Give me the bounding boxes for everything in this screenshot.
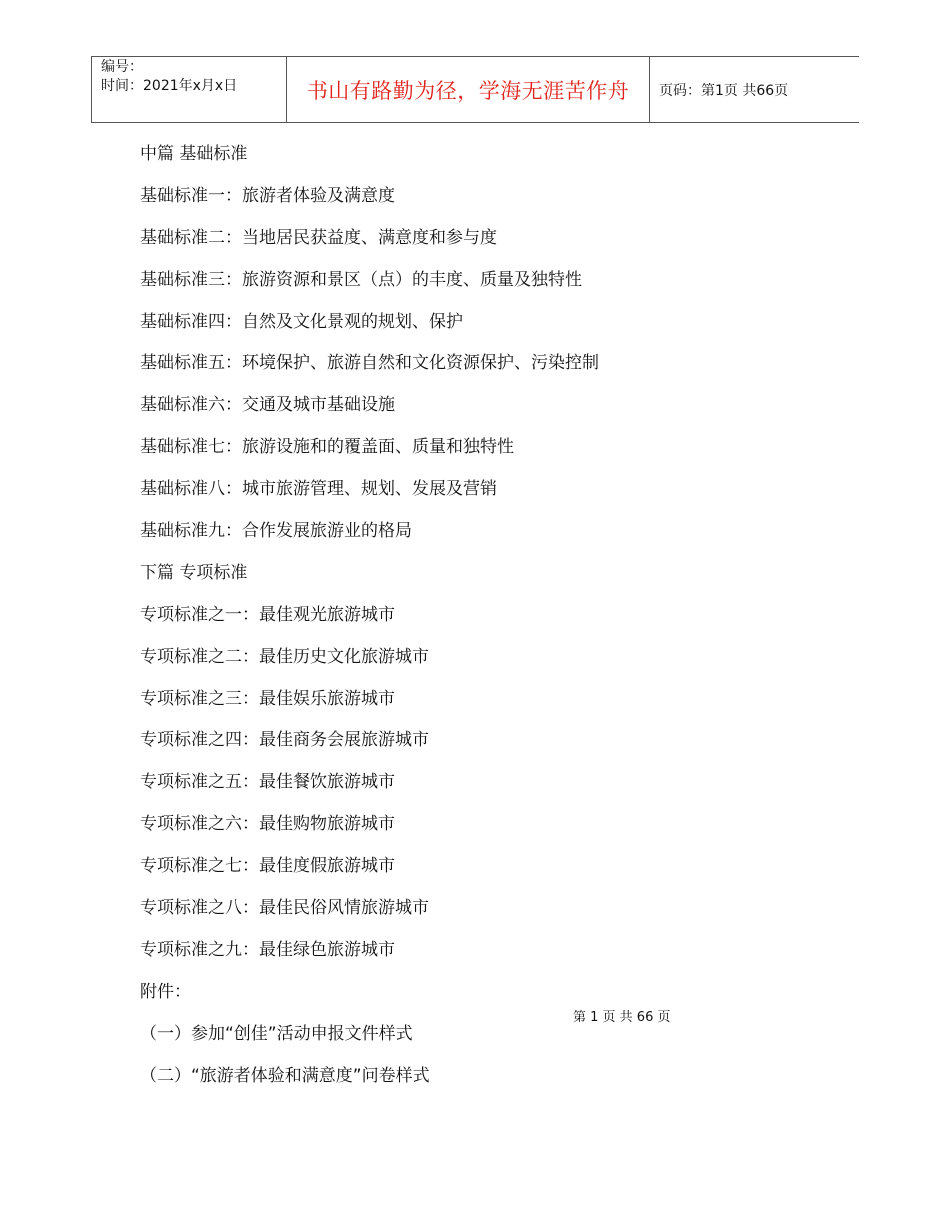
body-line: 基础标准二：当地居民获益度、满意度和参与度	[140, 227, 497, 248]
body-line: 基础标准九：合作发展旅游业的格局	[140, 521, 412, 542]
document-number-label: 编号：	[101, 59, 143, 75]
header-motto: 书山有路勤为径，学海无涯苦作舟	[287, 57, 650, 122]
document-body	[140, 140, 840, 1103]
header-meta-cell	[91, 57, 287, 122]
body-line: （一）参加“创佳”活动申报文件样式	[140, 1023, 413, 1044]
body-line: 下篇 专项标准	[140, 562, 248, 583]
body-line: 基础标准一：旅游者体验及满意度	[140, 185, 395, 206]
body-line: 专项标准之二：最佳历史文化旅游城市	[140, 646, 429, 667]
body-line: 基础标准七：旅游设施和的覆盖面、质量和独特性	[140, 437, 514, 458]
body-line: 基础标准八：城市旅游管理、规划、发展及营销	[140, 479, 497, 500]
body-line: （二）“旅游者体验和满意度”问卷样式	[140, 1065, 430, 1086]
body-line: 中篇 基础标准	[140, 144, 248, 164]
body-line: 专项标准之六：最佳购物旅游城市	[140, 814, 395, 835]
body-line: 基础标准五：环境保护、旅游自然和文化资源保护、污染控制	[140, 353, 599, 374]
body-line: 专项标准之四：最佳商务会展旅游城市	[140, 730, 429, 751]
body-line: 基础标准四：自然及文化景观的规划、保护	[140, 311, 463, 332]
body-line: 专项标准之一：最佳观光旅游城市	[140, 604, 395, 625]
body-line: 基础标准三：旅游资源和景区（点）的丰度、质量及独特性	[140, 269, 582, 290]
body-line: 专项标准之五：最佳餐饮旅游城市	[140, 772, 395, 793]
document-time-label: 时间：2021年x月x日	[101, 78, 238, 94]
page-header	[91, 56, 859, 123]
footer-page-number: 第 1 页 共 66 页	[573, 1010, 671, 1025]
body-line: 基础标准六：交通及城市基础设施	[140, 395, 395, 416]
body-line: 专项标准之七：最佳度假旅游城市	[140, 856, 395, 877]
body-line: 专项标准之九：最佳绿色旅游城市	[140, 939, 395, 960]
body-line: 附件：	[140, 981, 191, 1002]
body-line: 专项标准之三：最佳娱乐旅游城市	[140, 688, 395, 709]
body-line: 专项标准之八：最佳民俗风情旅游城市	[140, 898, 429, 919]
header-page-info: 页码：第1页 共66页	[659, 82, 789, 99]
